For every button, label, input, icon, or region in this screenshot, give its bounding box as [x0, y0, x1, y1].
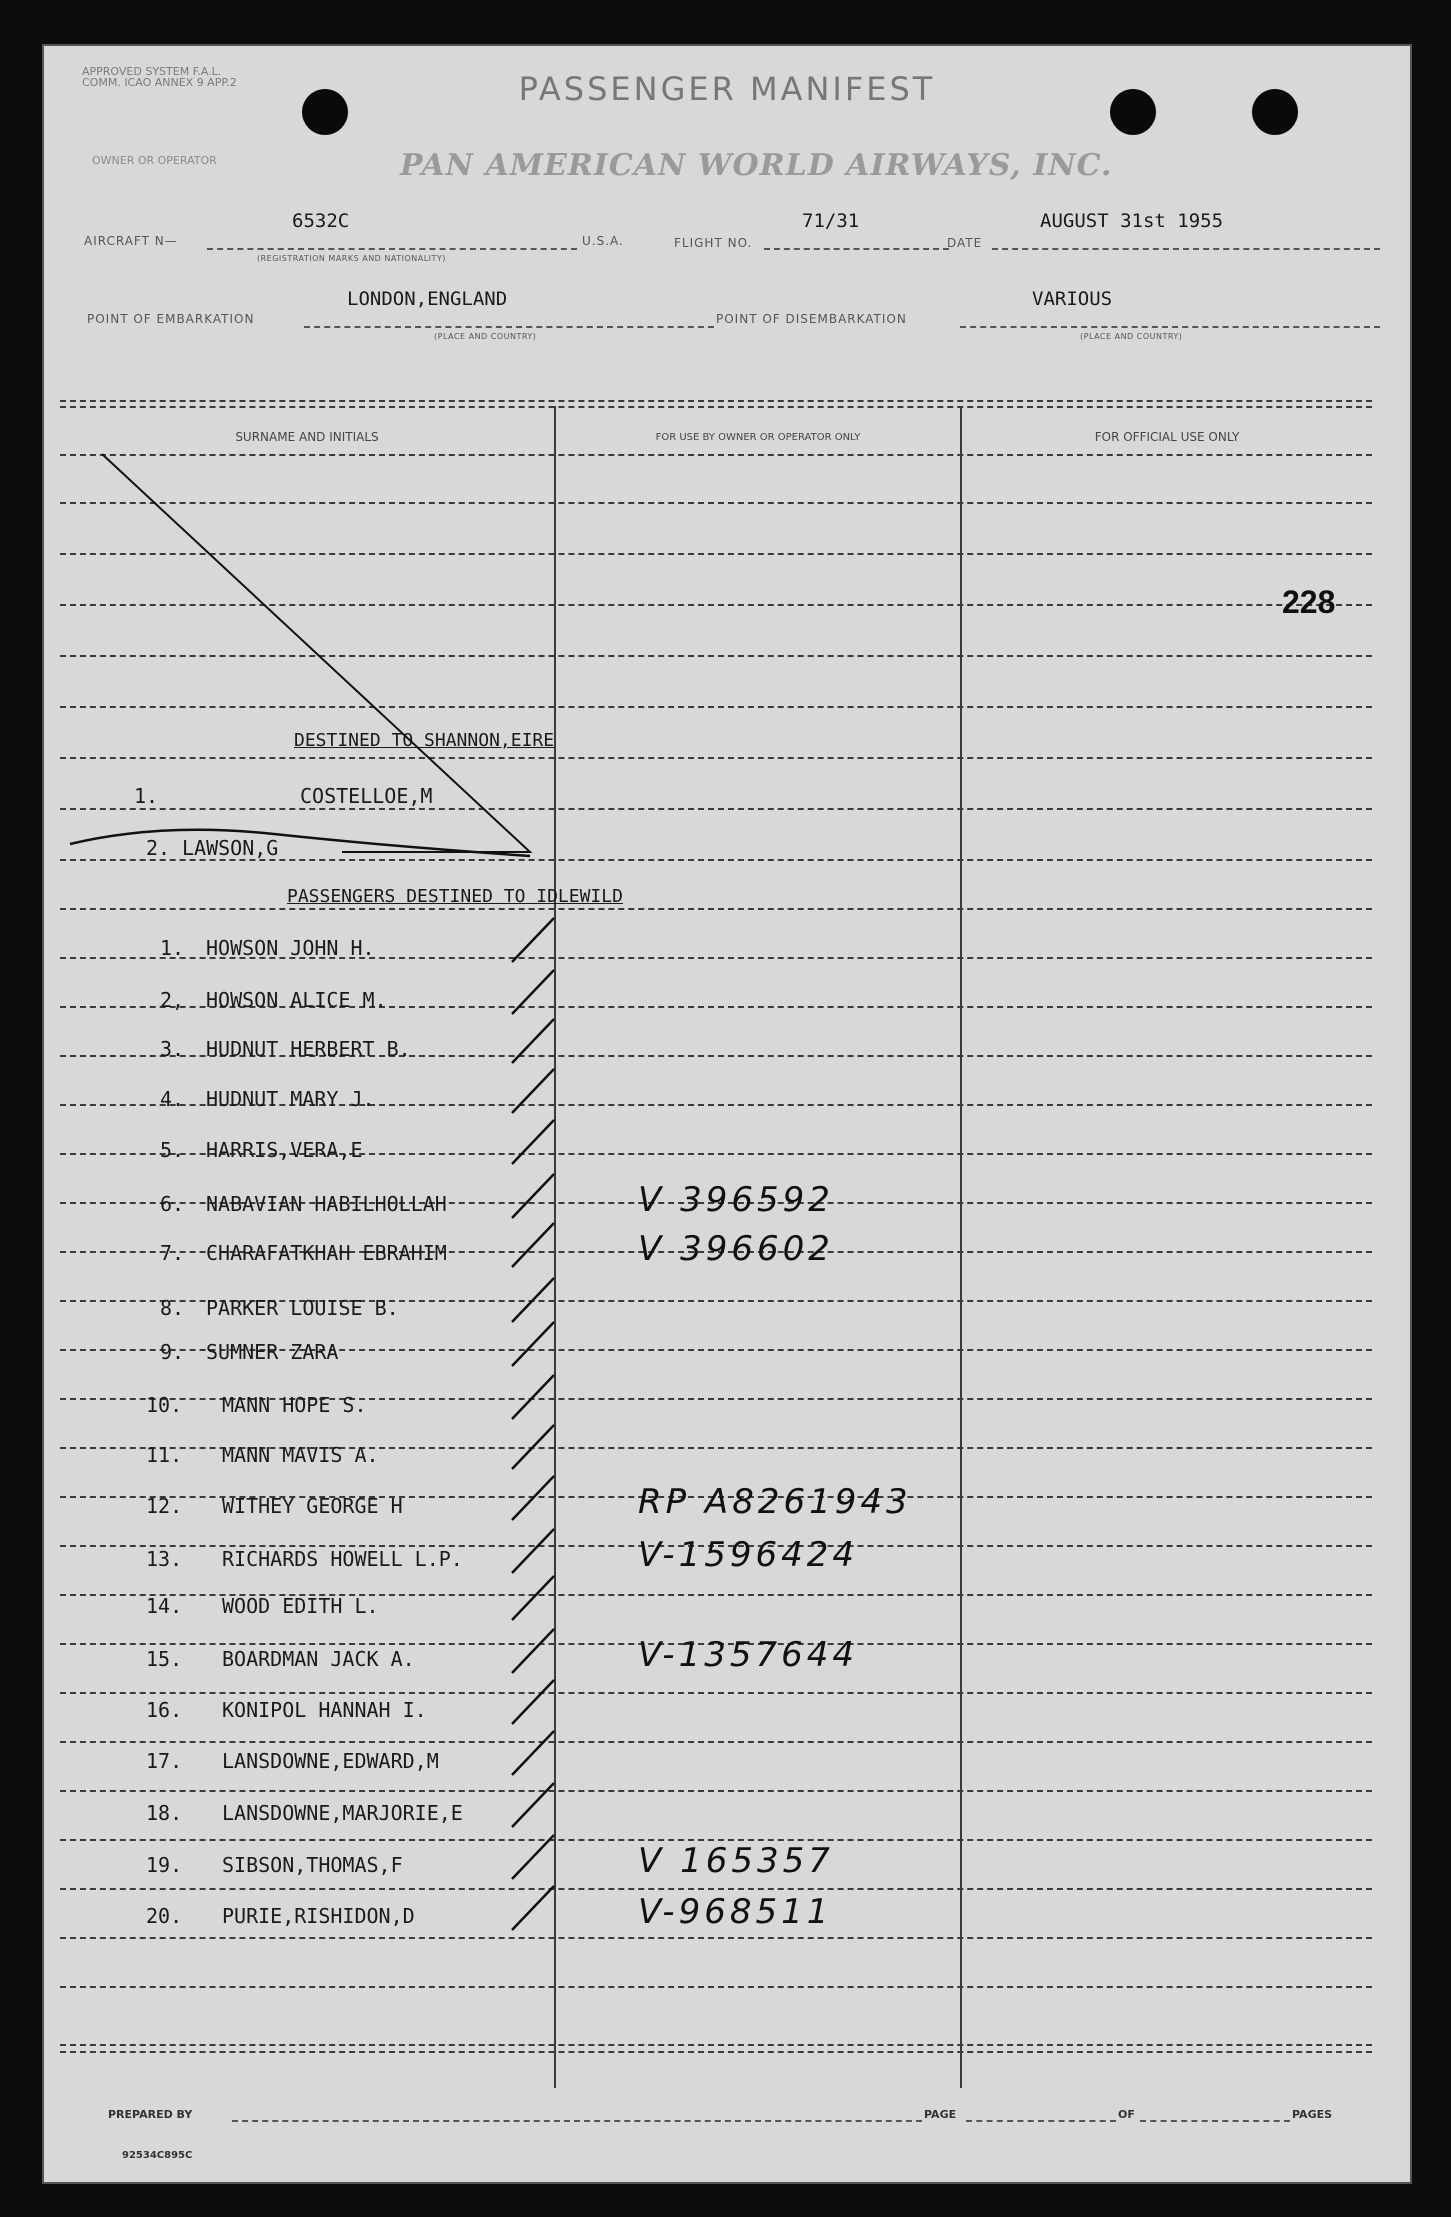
- passenger-name: RICHARDS HOWELL L.P.: [222, 1547, 463, 1571]
- check-mark: [512, 1629, 554, 1673]
- handwritten-visa-number: V 396592: [638, 1180, 834, 1220]
- flight-value: 71/31: [802, 210, 860, 232]
- company-name: PAN AMERICAN WORLD AIRWAYS, INC.: [400, 148, 1113, 183]
- check-mark: [512, 1278, 554, 1322]
- check-mark: [512, 1476, 554, 1520]
- flight-label: FLIGHT NO.: [674, 236, 753, 250]
- check-mark: [512, 1886, 554, 1930]
- passenger-row-number: 11.: [146, 1443, 183, 1467]
- shannon-row-1-num: 1.: [134, 784, 159, 808]
- embarkation-note: (PLACE AND COUNTRY): [434, 332, 537, 341]
- passenger-name: NABAVIAN HABILHOLLAH: [206, 1192, 447, 1216]
- passenger-name: WITHEY GEORGE H: [222, 1494, 403, 1518]
- passenger-name: PARKER LOUISE B.: [206, 1296, 399, 1320]
- aircraft-value: 6532C: [292, 210, 350, 232]
- passenger-row-number: 1.: [160, 936, 185, 960]
- passenger-row-number: 7.: [160, 1241, 185, 1265]
- shannon-row-2-name: LAWSON,G: [182, 836, 279, 860]
- passenger-name: PURIE,RISHIDON,D: [222, 1904, 415, 1928]
- passenger-row-number: 17.: [146, 1749, 183, 1773]
- passenger-row-number: 18.: [146, 1801, 183, 1825]
- passenger-name: MANN HOPE S.: [222, 1393, 367, 1417]
- check-mark: [512, 1529, 554, 1573]
- handwritten-visa-number: V 396602: [638, 1229, 834, 1269]
- passenger-row-number: 16.: [146, 1698, 183, 1722]
- check-mark: [512, 970, 554, 1014]
- check-mark: [512, 1783, 554, 1827]
- check-mark: [512, 1576, 554, 1620]
- footer-rule: [60, 2051, 1372, 2053]
- embarkation-label: POINT OF EMBARKATION: [87, 312, 255, 326]
- check-mark: [512, 1019, 554, 1063]
- strike-through-mark: [102, 454, 530, 852]
- footer-rule: [60, 2044, 1372, 2046]
- prepared-by-label: PREPARED BY: [108, 2108, 193, 2121]
- idlewild-heading: PASSENGERS DESTINED TO IDLEWILD: [287, 886, 623, 907]
- passenger-name: BOARDMAN JACK A.: [222, 1647, 415, 1671]
- registration-note: (REGISTRATION MARKS AND NATIONALITY): [257, 254, 446, 263]
- passenger-name: SUMNER ZARA: [206, 1340, 339, 1364]
- check-mark: [512, 1120, 554, 1164]
- passenger-row-number: 10.: [146, 1393, 183, 1417]
- passenger-row-number: 9.: [160, 1340, 185, 1364]
- passenger-row-number: 19.: [146, 1853, 183, 1877]
- disembarkation-value: VARIOUS: [1032, 288, 1113, 310]
- check-mark: [512, 1375, 554, 1419]
- strike-through-mark: [70, 830, 530, 856]
- disembarkation-label: POINT OF DISEMBARKATION: [716, 312, 907, 326]
- owner-operator-label: OWNER OR OPERATOR: [92, 154, 217, 167]
- shannon-row-1-name: COSTELLOE,M: [300, 784, 433, 808]
- passenger-name: CHARAFATKHAH EBRAHIM: [206, 1241, 447, 1265]
- check-mark: [512, 1731, 554, 1775]
- check-mark: [512, 918, 554, 962]
- page-line: [966, 2120, 1116, 2122]
- form-number: 92534C895C: [122, 2150, 193, 2161]
- col-official-use: FOR OFFICIAL USE ONLY: [1094, 430, 1240, 444]
- passenger-name: MANN MAVIS A.: [222, 1443, 379, 1467]
- passenger-row-number: 14.: [146, 1594, 183, 1618]
- passenger-name: HOWSON ALICE M.: [206, 988, 387, 1012]
- passenger-name: WOOD EDITH L.: [222, 1594, 379, 1618]
- passenger-row-number: 3.: [160, 1037, 185, 1061]
- passenger-name: HARRIS,VERA,E: [206, 1138, 363, 1162]
- passenger-row-number: 8.: [160, 1296, 185, 1320]
- approval-stamp: APPROVED SYSTEM F.A.L. COMM. ICAO ANNEX 9 APP.2: [82, 65, 237, 89]
- passenger-row-number: 15.: [146, 1647, 183, 1671]
- disembarkation-note: (PLACE AND COUNTRY): [1080, 332, 1183, 341]
- passenger-row-number: 2,: [160, 988, 185, 1012]
- embarkation-value: LONDON,ENGLAND: [347, 288, 508, 310]
- aircraft-label: AIRCRAFT N—: [84, 234, 178, 248]
- check-mark: [512, 1322, 554, 1366]
- pages-label: PAGES: [1292, 2108, 1333, 2121]
- form-title: PASSENGER MANIFEST: [518, 70, 936, 108]
- of-label: OF: [1118, 2108, 1135, 2121]
- check-mark: [512, 1069, 554, 1113]
- manifest-sheet: [42, 44, 1412, 2184]
- shannon-heading: DESTINED TO SHANNON,EIRE: [294, 730, 555, 751]
- col-surname: SURNAME AND INITIALS: [235, 430, 379, 444]
- pen-marks: [42, 44, 1412, 2184]
- check-mark: [512, 1174, 554, 1218]
- handwritten-visa-number: V 165357: [638, 1841, 834, 1881]
- page-number: 228: [1282, 584, 1336, 620]
- passenger-name: HUDNUT MARY J.: [206, 1087, 375, 1111]
- date-label: DATE: [947, 236, 983, 250]
- passenger-row-number: 13.: [146, 1547, 183, 1571]
- check-mark: [512, 1835, 554, 1879]
- check-mark: [512, 1680, 554, 1724]
- passenger-row-number: 4.: [160, 1087, 185, 1111]
- handwritten-visa-number: RP A8261943: [638, 1482, 912, 1522]
- usa-label: U.S.A.: [582, 234, 624, 248]
- passenger-row-number: 6.: [160, 1192, 185, 1216]
- shannon-row-2-num: 2.: [146, 836, 171, 860]
- passenger-name: KONIPOL HANNAH I.: [222, 1698, 427, 1722]
- page-label: PAGE: [924, 2108, 957, 2121]
- passenger-row-number: 12.: [146, 1494, 183, 1518]
- of-line: [1140, 2120, 1290, 2122]
- passenger-row-number: 20.: [146, 1904, 183, 1928]
- handwritten-visa-number: V-968511: [638, 1892, 833, 1932]
- handwritten-visa-number: V-1596424: [638, 1535, 858, 1575]
- date-value: AUGUST 31st 1955: [1040, 210, 1224, 232]
- passenger-name: LANSDOWNE,EDWARD,M: [222, 1749, 439, 1773]
- passenger-name: HOWSON JOHN H.: [206, 936, 375, 960]
- check-mark: [512, 1223, 554, 1267]
- passenger-name: HUDNUT HERBERT B.: [206, 1037, 411, 1061]
- passenger-name: LANSDOWNE,MARJORIE,E: [222, 1801, 463, 1825]
- passenger-name: SIBSON,THOMAS,F: [222, 1853, 403, 1877]
- col-owner-use: FOR USE BY OWNER OR OPERATOR ONLY: [655, 432, 861, 443]
- handwritten-visa-number: V-1357644: [638, 1635, 858, 1675]
- passenger-row-number: 5.: [160, 1138, 185, 1162]
- check-mark: [512, 1425, 554, 1469]
- prepared-by-line: [232, 2120, 922, 2122]
